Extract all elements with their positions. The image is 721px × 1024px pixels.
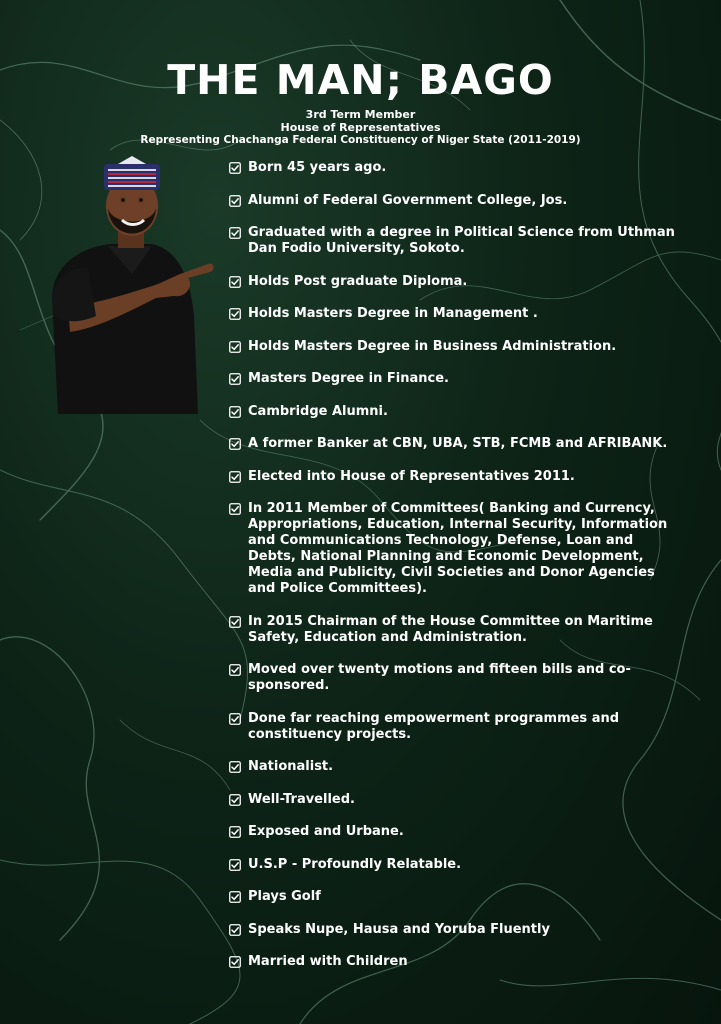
bio-item bbox=[229, 792, 679, 808]
bio-item bbox=[229, 371, 679, 387]
bio-item bbox=[229, 404, 679, 420]
bio-item bbox=[229, 274, 679, 290]
bio-item bbox=[229, 160, 679, 176]
biography-list bbox=[229, 160, 679, 987]
checkbox-icon bbox=[229, 859, 241, 871]
poster-header bbox=[0, 56, 721, 147]
bio-item bbox=[229, 711, 679, 743]
checkbox-icon bbox=[229, 471, 241, 483]
bio-item bbox=[229, 922, 679, 938]
bio-item-text: Cambridge Alumni. bbox=[248, 403, 388, 419]
checkbox-icon bbox=[229, 438, 241, 450]
bio-item-text: Exposed and Urbane. bbox=[248, 824, 404, 839]
bio-item-text: Nationalist. bbox=[248, 759, 334, 774]
bio-item-text: Moved over twenty motions and fifteen bills and co-sponsored. bbox=[248, 662, 631, 693]
bio-item bbox=[229, 662, 679, 694]
subtitle-term: 3rd Term Member bbox=[305, 108, 416, 121]
bio-item bbox=[229, 193, 679, 209]
bio-item bbox=[229, 889, 679, 905]
checkbox-icon bbox=[229, 924, 241, 936]
bio-item-text: Elected into House of Representatives 2011. bbox=[248, 468, 575, 484]
checkbox-icon bbox=[229, 956, 241, 968]
bio-item bbox=[229, 339, 679, 355]
checkbox-icon bbox=[229, 761, 241, 773]
checkbox-icon bbox=[229, 616, 241, 628]
bio-item-text: Graduated with a degree in Political Science from Uthman Dan Fodio University, Sokoto. bbox=[248, 225, 675, 256]
bio-item-text: Holds Masters Degree in Business Administration. bbox=[248, 338, 617, 354]
checkbox-icon bbox=[229, 195, 241, 207]
bio-item-text: Holds Post graduate Diploma. bbox=[248, 273, 468, 289]
bio-item bbox=[229, 759, 679, 775]
bio-item bbox=[229, 824, 679, 840]
bio-item-text: Masters Degree in Finance. bbox=[248, 371, 449, 386]
checkbox-icon bbox=[229, 276, 241, 288]
bio-item-text: A former Banker at CBN, UBA, STB, FCMB and AFRIBANK. bbox=[248, 436, 668, 451]
subtitle-house: House of Representatives bbox=[280, 121, 441, 134]
subtitle-constituency: Representing Chachanga Federal Constituency of Niger State (2011-2019) bbox=[140, 134, 581, 146]
checkbox-icon bbox=[229, 308, 241, 320]
bio-item-text: Alumni of Federal Government College, Jos. bbox=[248, 192, 568, 208]
checkbox-icon bbox=[229, 826, 241, 838]
checkbox-icon bbox=[229, 713, 241, 725]
bio-item-text: Born 45 years ago. bbox=[248, 160, 387, 175]
checkbox-icon bbox=[229, 227, 241, 239]
portrait-photo bbox=[48, 156, 218, 414]
bio-item-text: Married with Children bbox=[248, 954, 408, 969]
bio-item bbox=[229, 225, 679, 257]
checkbox-icon bbox=[229, 891, 241, 903]
checkbox-icon bbox=[229, 373, 241, 385]
bio-item bbox=[229, 501, 679, 597]
bio-item-text: Done far reaching empowerment programmes and constituency projects. bbox=[248, 710, 620, 742]
bio-item bbox=[229, 436, 679, 452]
bio-item-text: Well-Travelled. bbox=[248, 791, 355, 807]
checkbox-icon bbox=[229, 794, 241, 806]
bio-item bbox=[229, 306, 679, 322]
bio-item-text: Plays Golf bbox=[248, 889, 321, 904]
checkbox-icon bbox=[229, 162, 241, 174]
checkbox-icon bbox=[229, 341, 241, 353]
checkbox-icon bbox=[229, 503, 241, 515]
checkbox-icon bbox=[229, 406, 241, 418]
bio-item bbox=[229, 469, 679, 485]
bio-item-text: Speaks Nupe, Hausa and Yoruba Fluently bbox=[248, 921, 550, 937]
bio-item bbox=[229, 857, 679, 873]
poster-title: THE MAN; BAGO bbox=[167, 56, 554, 104]
bio-item-text: In 2015 Chairman of the House Committee on Maritime Safety, Education and Administration. bbox=[248, 613, 653, 645]
bio-item bbox=[229, 954, 679, 970]
bio-item bbox=[229, 614, 679, 646]
bio-item-text: U.S.P - Profoundly Relatable. bbox=[248, 856, 462, 872]
bio-item-text: In 2011 Member of Committees( Banking and Currency, Appropriations, Education, Internal Security, Information and Communications Technology, Defense, Loan and Debts, National Planning and Economic Development, Media and Publicity, Civil Societies and Donor Agencies and Police Committees). bbox=[248, 501, 668, 596]
checkbox-icon bbox=[229, 664, 241, 676]
bio-item-text: Holds Masters Degree in Management . bbox=[248, 306, 538, 321]
